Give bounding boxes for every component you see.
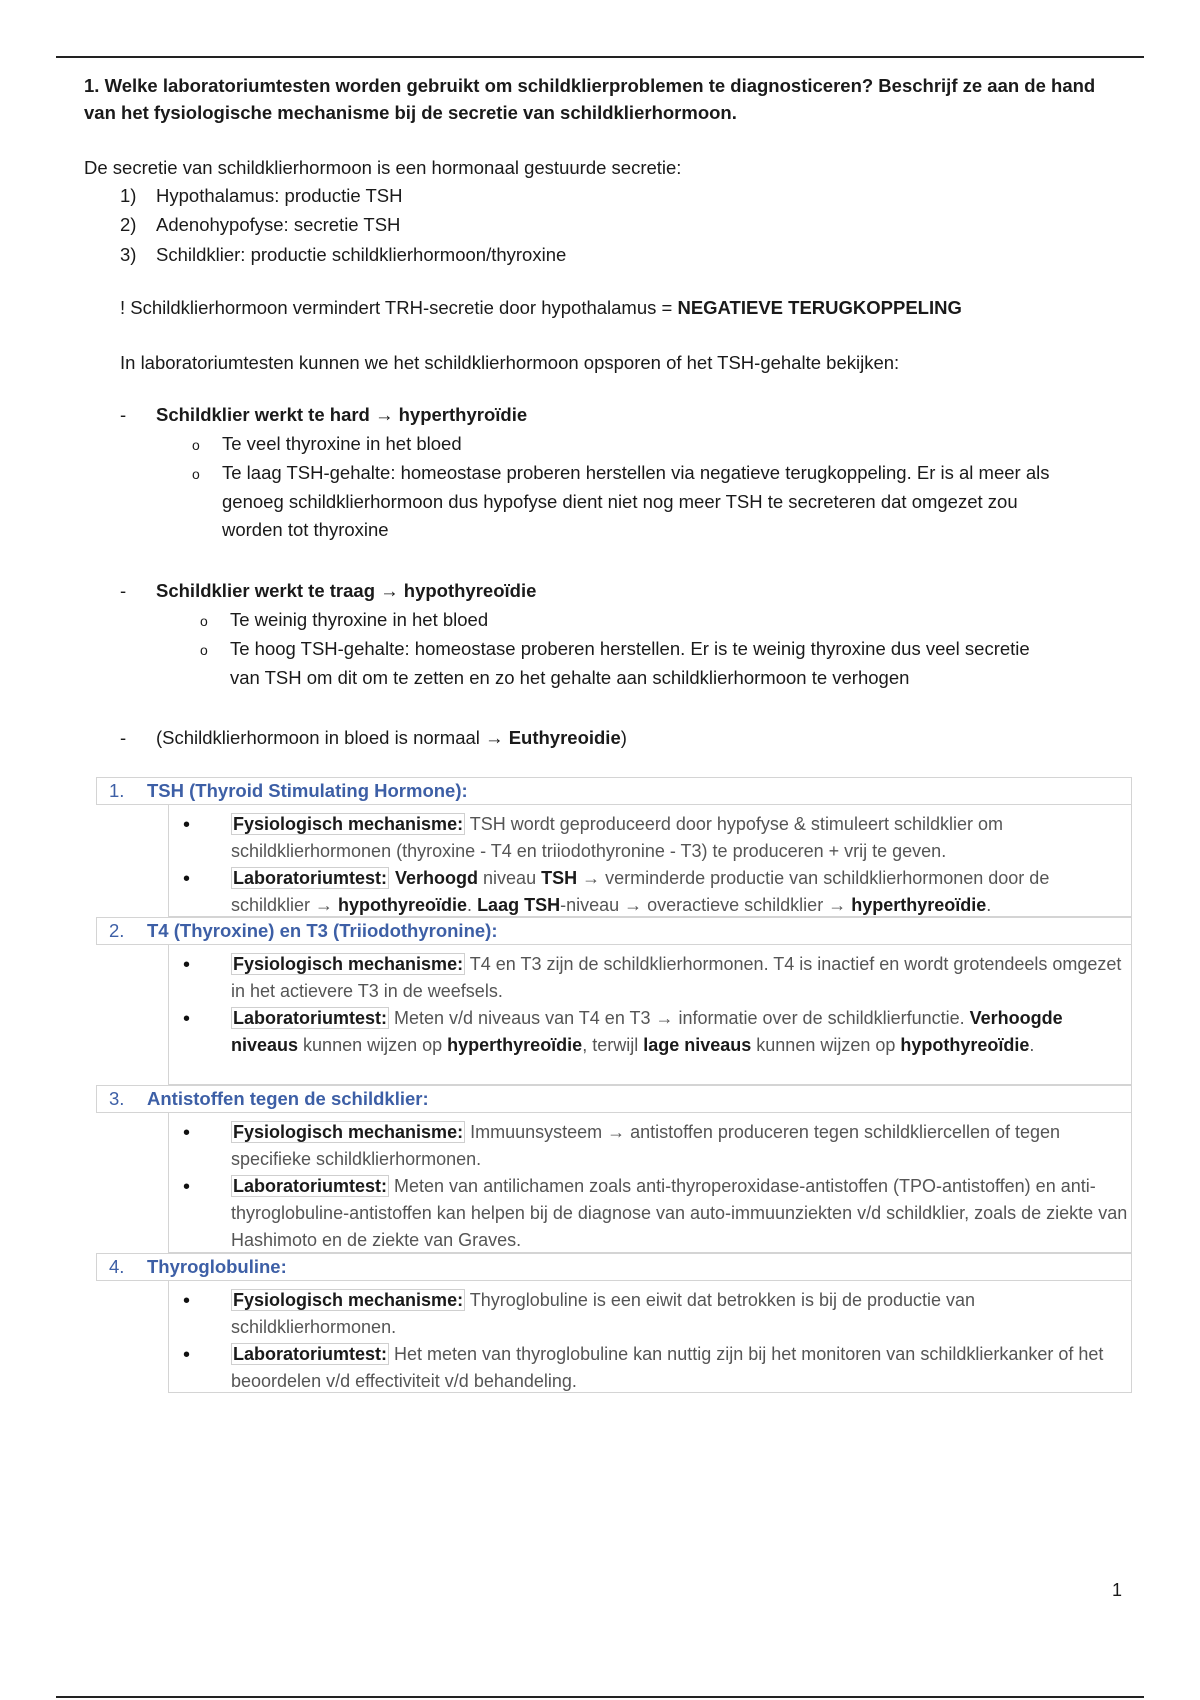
step-text: Hypothalamus: productie TSH [156, 185, 403, 206]
step-number: 2) [120, 214, 137, 235]
hyper-b2-line2: genoeg schildklierhormoon dus hypofyse dient niet nog meer TSH te secreteren dat omgezet zou [222, 491, 1018, 512]
eu-suffix: ) [620, 727, 627, 748]
bottom-rule [56, 1696, 1144, 1698]
section-number: 3. [109, 1088, 125, 1109]
hyper-b1-text: Te veel thyroxine in het bloed [222, 433, 462, 454]
laboratorium-label: Laboratoriumtest: [233, 1176, 388, 1196]
circle-bullet: o [192, 466, 200, 482]
hyper-bullet-1 [192, 430, 462, 459]
section-header [96, 777, 1132, 805]
circle-bullet: o [200, 642, 208, 658]
bullet-dot: • [183, 868, 191, 890]
lab-text: . [467, 895, 478, 915]
hyper-b2-line1: Te laag TSH-gehalte: homeostase proberen herstellen via negatieve terugkoppeling. Er is al meer als [222, 462, 1050, 483]
fysiologisch-label: Fysiologisch mechanisme: [233, 814, 464, 834]
fysiologisch-label: Fysiologisch mechanisme: [233, 1122, 464, 1142]
lab-text: Meten van antilichamen zoals anti-thyroperoxidase-antistoffen (TPO-antistoffen) en anti-thyroglobuline-antistoffen kan helpen bij de diagnose van auto-immuunziekten v/d schildklier, zoals de ziekte van Hashimoto en de ziekte van Graves. [231, 1176, 1128, 1250]
feedback-bold: NEGATIEVE TERUGKOPPELING [677, 297, 962, 318]
hyper-title: Schildklier werkt te hard → hyperthyroïdie [156, 404, 528, 425]
dash-bullet: - [120, 580, 127, 601]
lab-text: kunnen wijzen op [751, 1035, 901, 1055]
fysiologisch-label: Fysiologisch mechanisme: [233, 1290, 464, 1310]
bullet-dot: • [183, 814, 191, 836]
step-item [120, 182, 402, 210]
hypo-b1-text: Te weinig thyroxine in het bloed [230, 609, 489, 630]
fysiologisch-text: Immuunsysteem → antistoffen produceren tegen schildkliercellen of tegen specifieke schildklierhormonen. [231, 1122, 1061, 1169]
step-text: Schildklier: productie schildklierhormoon/thyroxine [156, 244, 567, 265]
bullet-dot: • [183, 1176, 191, 1198]
laboratorium-label: Laboratoriumtest: [233, 1344, 388, 1364]
step-item [120, 241, 566, 269]
step-item [120, 211, 400, 239]
laboratorium-label: Laboratoriumtest: [233, 1008, 388, 1028]
section-title: Thyroglobuline: [147, 1256, 287, 1277]
question-heading: 1. Welke laboratoriumtesten worden gebruikt om schildklierproblemen te diagnosticeren? Beschrijf ze aan de hand van het fysiologische mechanisme bij de secretie van schildklierhormoon. [84, 75, 1096, 123]
section-body [168, 1281, 1132, 1393]
lab-text: Het meten van thyroglobuline kan nuttig zijn bij het monitoren van schildklierkanker of het beoordelen v/d effectiviteit v/d behandeling. [231, 1344, 1104, 1391]
section-body [168, 945, 1132, 1085]
eu-line [120, 724, 627, 752]
bullet-dot: • [183, 954, 191, 976]
hyper-b2-line3: worden tot thyroxine [222, 519, 389, 540]
section-header [96, 1085, 1132, 1113]
hypo-b2-line2: van TSH om dit om te zetten en zo het gehalte aan schildklierhormoon te verhogen [230, 667, 910, 688]
lab-emphasis: hyperthyreoïdie [447, 1035, 583, 1055]
step-number: 1) [120, 185, 137, 206]
lab-text: kunnen wijzen op [298, 1035, 448, 1055]
fysiologisch-text: Thyroglobuline is een eiwit dat betrokken is bij de productie van schildklierhormonen. [231, 1290, 976, 1337]
laboratorium-content [231, 865, 1131, 919]
laboratorium-content [231, 1341, 1131, 1395]
section-title: TSH (Thyroid Stimulating Hormone): [147, 780, 468, 801]
top-rule [56, 56, 1144, 58]
circle-bullet: o [192, 437, 200, 453]
fysiologisch-text: T4 en T3 zijn de schildklierhormonen. T4 is inactief en wordt grotendeels omgezet in het actievere T3 in de weefsels. [231, 954, 1122, 1001]
dash-bullet: - [120, 727, 127, 748]
hypo-bullet-1 [200, 606, 488, 635]
hypo-title: Schildklier werkt te traag → hypothyreoïdie [156, 580, 537, 601]
fysiologisch-content [231, 811, 1131, 865]
lab-text: , terwijl [582, 1035, 644, 1055]
lab-emphasis: Laag TSH [477, 895, 561, 915]
lab-text: Meten v/d niveaus van T4 en T3 → informatie over de schildklierfunctie. [389, 1008, 970, 1028]
lab-emphasis: Verhoogd [395, 868, 479, 888]
eu-bold: Euthyreoidie [508, 727, 621, 748]
laboratorium-label: Laboratoriumtest: [233, 868, 388, 888]
hypo-bullet-2 [200, 635, 1030, 664]
fysiologisch-text: TSH wordt geproduceerd door hypofyse & stimuleert schildklier om schildklierhormonen (thyroxine - T4 en triiodothyronine - T3) te produceren + vrij te geven. [231, 814, 1003, 861]
lab-emphasis: lage niveaus [643, 1035, 752, 1055]
hyper-heading [120, 401, 527, 429]
hypo-b2-line1: Te hoog TSH-gehalte: homeostase proberen herstellen. Er is te weinig thyroxine dus veel secretie [230, 638, 1030, 659]
bullet-dot: • [183, 1122, 191, 1144]
section-header [96, 917, 1132, 945]
lab-emphasis: hypothyreoïdie [900, 1035, 1030, 1055]
lab-text: . [986, 895, 992, 915]
feedback-note [120, 294, 962, 322]
fysiologisch-content [231, 1119, 1131, 1173]
lab-text: → verminderde productie van schildklierhormonen door de schildklier → [231, 868, 1050, 915]
page-number: 1 [1112, 1580, 1123, 1600]
lab-text: niveau [478, 868, 542, 888]
bullet-dot: • [183, 1008, 191, 1030]
step-text: Adenohypofyse: secretie TSH [156, 214, 401, 235]
lab-emphasis: hypothyreoïdie [338, 895, 468, 915]
feedback-prefix: ! Schildklierhormoon vermindert TRH-secretie door hypothalamus = [120, 297, 678, 318]
hypo-heading [120, 577, 536, 605]
section-title: T4 (Thyroxine) en T3 (Triiodothyronine): [147, 920, 498, 941]
section-header [96, 1253, 1132, 1281]
lab-text: -niveau → overactieve schildklier → [560, 895, 852, 915]
dash-bullet: - [120, 404, 127, 425]
section-number: 1. [109, 780, 125, 801]
bullet-dot: • [183, 1344, 191, 1366]
hyper-bullet-2 [192, 459, 1050, 488]
section-number: 4. [109, 1256, 125, 1277]
section-title: Antistoffen tegen de schildklier: [147, 1088, 429, 1109]
lab-emphasis: TSH [541, 868, 578, 888]
laboratorium-content [231, 1005, 1131, 1059]
step-number: 3) [120, 244, 137, 265]
lab-intro: In laboratoriumtesten kunnen we het schildklierhormoon opsporen of het TSH-gehalte bekijken: [120, 352, 900, 373]
intro-text: De secretie van schildklierhormoon is een hormonaal gestuurde secretie: [84, 157, 682, 178]
section-number: 2. [109, 920, 125, 941]
fysiologisch-label: Fysiologisch mechanisme: [233, 954, 464, 974]
section-body [168, 805, 1132, 917]
lab-text: . [1029, 1035, 1035, 1055]
lab-emphasis: hyperthyreoïdie [851, 895, 987, 915]
fysiologisch-content [231, 1287, 1131, 1341]
bullet-dot: • [183, 1290, 191, 1312]
fysiologisch-content [231, 951, 1131, 1005]
lab-emphasis: Verhoogde niveaus [231, 1008, 1063, 1055]
section-body [168, 1113, 1132, 1253]
laboratorium-content [231, 1173, 1131, 1254]
eu-prefix: (Schildklierhormoon in bloed is normaal → [156, 727, 509, 748]
circle-bullet: o [200, 613, 208, 629]
